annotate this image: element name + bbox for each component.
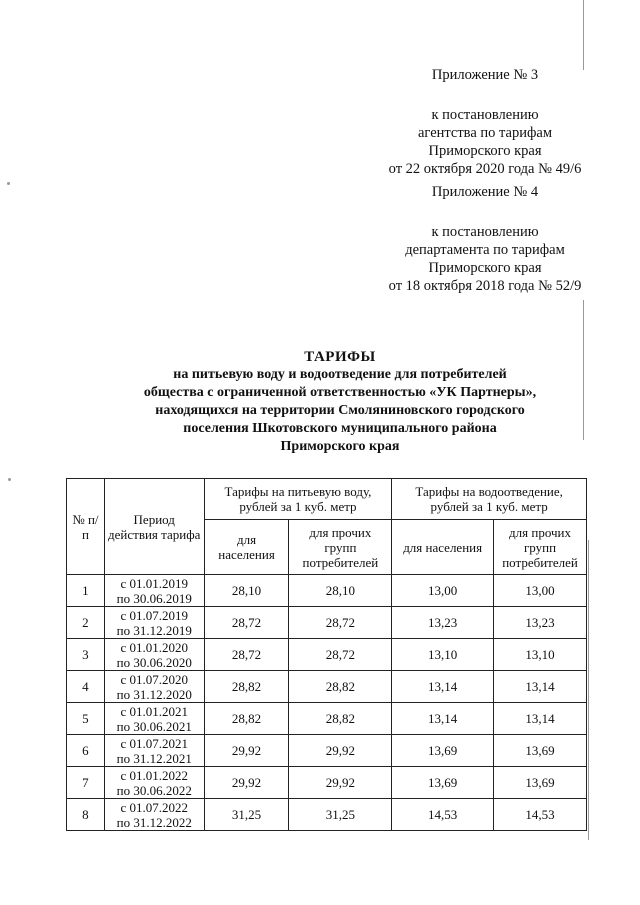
row-period — [104, 735, 204, 767]
appendix-4-line: от 18 октября 2018 года № 52/9 — [388, 278, 582, 294]
appendix-4-line: Приморского края — [428, 260, 542, 276]
appendix-4-label: Приложение № 4 — [431, 184, 539, 200]
water-other-value: 28,10 — [289, 575, 392, 607]
row-number: 3 — [67, 639, 105, 671]
water-other-value: 29,92 — [289, 735, 392, 767]
water-other-value: 28,82 — [289, 671, 392, 703]
header-water-population: для населения — [204, 520, 289, 575]
water-population-value: 29,92 — [204, 767, 289, 799]
period-to: по 30.06.2021 — [116, 718, 192, 734]
row-period — [104, 607, 204, 639]
period-from: с 01.01.2022 — [120, 767, 188, 783]
period-from: с 01.01.2020 — [120, 639, 188, 655]
title-line: находящихся на территории Смоляниновского городского — [155, 403, 525, 418]
appendix-4-line: к постановлению — [431, 224, 539, 240]
title-line: поселения Шкотовского муниципального района — [183, 421, 497, 436]
water-other-value: 28,72 — [289, 639, 392, 671]
appendix-3-line: к постановлению — [431, 107, 539, 123]
period-to: по 31.12.2022 — [116, 814, 192, 830]
period-from: с 01.01.2021 — [120, 703, 188, 719]
appendix-3-line: от 22 октября 2020 года № 49/6 — [388, 161, 582, 177]
row-period — [104, 799, 204, 831]
scan-speck — [7, 182, 10, 185]
water-other-value: 28,72 — [289, 607, 392, 639]
row-period — [104, 767, 204, 799]
scan-speck — [8, 478, 11, 481]
period-from: с 01.01.2019 — [120, 575, 188, 591]
appendix-3-line: агентства по тарифам — [418, 125, 552, 141]
sewage-population-value: 13,00 — [392, 575, 494, 607]
period-to: по 30.06.2022 — [116, 782, 192, 798]
sewage-other-value: 13,10 — [494, 639, 587, 671]
water-population-value: 31,25 — [204, 799, 289, 831]
water-other-value: 28,82 — [289, 703, 392, 735]
row-period — [104, 639, 204, 671]
water-population-value: 28,72 — [204, 607, 289, 639]
sewage-population-value: 13,23 — [392, 607, 494, 639]
appendix-4-line: департамента по тарифам — [405, 242, 565, 258]
sewage-population-value: 14,53 — [392, 799, 494, 831]
table-row — [67, 575, 587, 607]
row-number: 6 — [67, 735, 105, 767]
appendix-4-block — [370, 183, 600, 295]
header-number: № п/п — [67, 479, 105, 575]
water-population-value: 29,92 — [204, 735, 289, 767]
row-number: 7 — [67, 767, 105, 799]
row-number: 1 — [67, 575, 105, 607]
table-row — [67, 799, 587, 831]
sewage-population-value: 13,14 — [392, 671, 494, 703]
row-period — [104, 575, 204, 607]
sewage-population-value: 13,10 — [392, 639, 494, 671]
period-from: с 01.07.2020 — [120, 671, 188, 687]
appendix-3-label: Приложение № 3 — [431, 67, 539, 83]
header-sewage-other: для прочих групп потребителей — [494, 520, 587, 575]
title-line: общества с ограниченной ответственностью «УК Партнеры», — [143, 385, 537, 400]
water-population-value: 28,82 — [204, 703, 289, 735]
sewage-population-value: 13,14 — [392, 703, 494, 735]
row-period — [104, 671, 204, 703]
header-sewage-population: для населения — [392, 520, 494, 575]
sewage-other-value: 13,69 — [494, 767, 587, 799]
period-from: с 01.07.2022 — [120, 799, 188, 815]
scan-margin-line — [588, 540, 589, 840]
table-row — [67, 703, 587, 735]
row-number: 8 — [67, 799, 105, 831]
period-from: с 01.07.2019 — [120, 607, 188, 623]
header-water-other: для прочих групп потребителей — [289, 520, 392, 575]
tariffs-table — [66, 478, 587, 831]
appendix-3-block — [370, 66, 600, 178]
title-main: ТАРИФЫ — [304, 349, 376, 365]
period-to: по 31.12.2021 — [116, 750, 192, 766]
period-to: по 31.12.2020 — [116, 686, 192, 702]
sewage-population-value: 13,69 — [392, 735, 494, 767]
document-title — [100, 348, 580, 456]
period-to: по 31.12.2019 — [116, 622, 192, 638]
table-row — [67, 767, 587, 799]
period-to: по 30.06.2019 — [116, 590, 192, 606]
title-line: на питьевую воду и водоотведение для потребителей — [173, 367, 507, 382]
row-number: 4 — [67, 671, 105, 703]
scan-margin-line — [583, 0, 584, 70]
header-period: Период действия тарифа — [104, 479, 204, 575]
sewage-other-value: 13,23 — [494, 607, 587, 639]
sewage-other-value: 13,69 — [494, 735, 587, 767]
table-row — [67, 735, 587, 767]
sewage-other-value: 13,14 — [494, 671, 587, 703]
scan-margin-line — [583, 300, 584, 440]
appendix-3-line: Приморского края — [428, 143, 542, 159]
sewage-other-value: 13,14 — [494, 703, 587, 735]
period-to: по 30.06.2020 — [116, 654, 192, 670]
table-row — [67, 607, 587, 639]
title-line: Приморского края — [280, 439, 400, 454]
row-number: 5 — [67, 703, 105, 735]
water-other-value: 31,25 — [289, 799, 392, 831]
sewage-other-value: 14,53 — [494, 799, 587, 831]
table-row — [67, 639, 587, 671]
water-other-value: 29,92 — [289, 767, 392, 799]
water-population-value: 28,10 — [204, 575, 289, 607]
sewage-population-value: 13,69 — [392, 767, 494, 799]
header-water: Тарифы на питьевую воду, рублей за 1 куб. метр — [204, 479, 392, 520]
sewage-other-value: 13,00 — [494, 575, 587, 607]
table-row — [67, 671, 587, 703]
row-number: 2 — [67, 607, 105, 639]
row-period — [104, 703, 204, 735]
header-sewage: Тарифы на водоотведение, рублей за 1 куб. метр — [392, 479, 587, 520]
water-population-value: 28,82 — [204, 671, 289, 703]
period-from: с 01.07.2021 — [120, 735, 188, 751]
water-population-value: 28,72 — [204, 639, 289, 671]
